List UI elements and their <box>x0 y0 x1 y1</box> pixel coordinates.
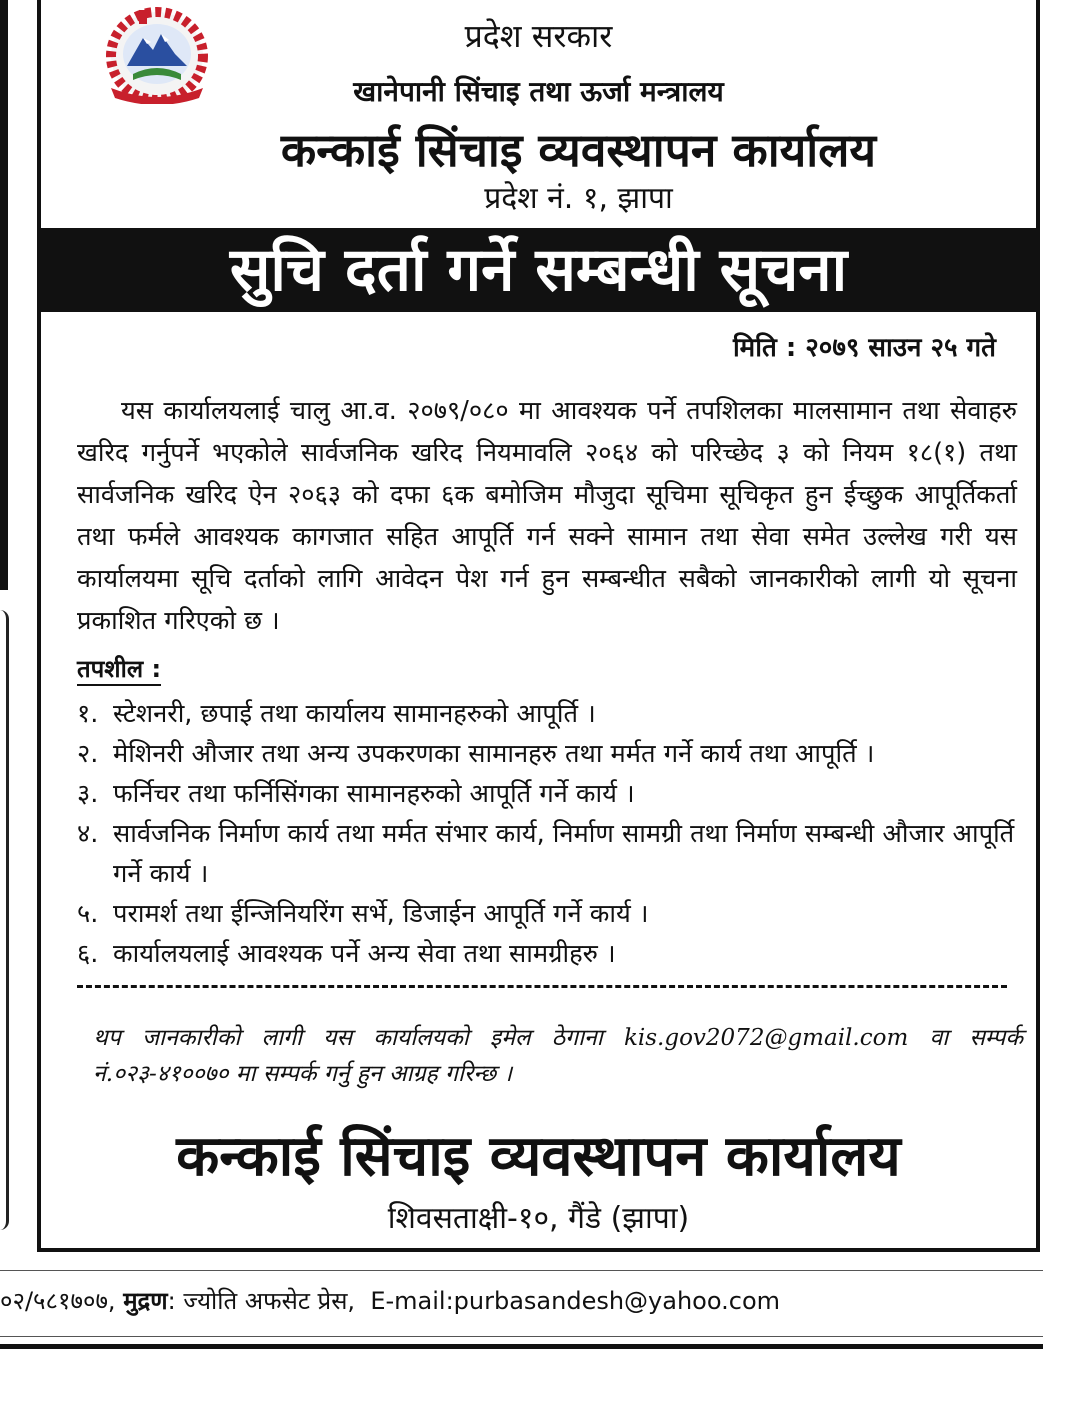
footer-office-name: कन्काई सिंचाइ व्यवस्थापन कार्यालय <box>176 1124 901 1189</box>
left-edge-bar <box>0 0 8 590</box>
notice-date: मिति : २०७९ साउन २५ गते <box>732 333 996 363</box>
footer-office-address: शिवसताक्षी-१०, गैंडे (झापा) <box>387 1201 690 1236</box>
list-item: ५. परामर्श तथा ईन्जिनियरिंग सर्भे, डिजाईन आपूर्ति गर्ने कार्य । <box>77 899 649 929</box>
list-item: १. स्टेशनरी, छपाई तथा कार्यालय सामानहरुको आपूर्ति । <box>77 699 596 729</box>
notice-body-paragraph: यस कार्यालयलाई चालु आ.व. २०७९/०८० मा आवश्यक पर्ने तपशिलका मालसामान तथा सेवाहरु खरिद गर्नुपर्ने भएकोले सार्वजनिक खरिद नियमावलि २०६४ को परिच्छेद ३ को नियम १८(१) तथा सार्वजनिक खरिद ऐन २०६३ को दफा ६क बमोजिम मौजुदा सूचिमा सूचिकृत हुन ईच्छुक आपूर्तिकर्ता तथा फर्मले आवश्यक कागजात सहित आपूर्ति गर्न सक्ने सामान तथा सेवा समेत उल्लेख गरी यस कार्यालयमा सूचि दर्ताको लागि आवेदन पेश गर्न हुन सम्बन्धीत सबैको जानकारीको लागी यो सूचना प्रकाशित गरिएको छ । <box>77 396 1017 636</box>
contact-note: थप जानकारीको लागी यस कार्यालयको इमेल ठेगाना kis.gov2072@gmail.com वा सम्पर्क नं.०२३-४१००७० मा सम्पर्क गर्नु हुन आग्रह गरिन्छ । <box>93 1025 1023 1087</box>
press-email: E-mail:purbasandesh@yahoo.com <box>370 1287 781 1315</box>
press-printer: : ज्योति अफसेट प्रेस, <box>167 1287 356 1315</box>
office-address: प्रदेश नं. १, झापा <box>484 181 673 216</box>
top-rule <box>0 1270 1043 1271</box>
list-item: ६. कार्यालयलाई आवश्यक पर्ने अन्य सेवा तथा सामग्रीहरु । <box>77 939 616 969</box>
notice-box <box>37 0 1040 1252</box>
list-item: २. मेशिनरी औजार तथा अन्य उपकरणका सामानहरु तथा मर्मत गर्ने कार्य तथा आपूर्ति । <box>77 739 875 769</box>
details-list <box>77 694 1027 974</box>
ministry-heading: खानेपानी सिंचाइ तथा ऊर्जा मन्त्रालय <box>353 75 724 108</box>
dashed-divider <box>77 985 1007 988</box>
office-heading: कन्काई सिंचाइ व्यवस्थापन कार्यालय <box>280 123 877 177</box>
notice-title-banner: सुचि दर्ता गर्ने सम्बन्धी सूचना <box>41 228 1036 312</box>
list-item: ४. सार्वजनिक निर्माण कार्य तथा मर्मत संभार कार्य, निर्माण सामग्री तथा निर्माण सम्बन्धी औजार आपूर्ति गर्ने कार्य । <box>77 819 1015 889</box>
bottom-rule-thick <box>0 1344 1043 1349</box>
bottom-rule-thin <box>0 1336 1043 1337</box>
press-print-label: मुद्रण <box>123 1287 168 1315</box>
government-heading: प्रदेश सरकार <box>464 17 613 55</box>
press-phone: ०२/५८१७०७, <box>0 1287 116 1315</box>
details-heading: तपशील : <box>77 654 161 686</box>
left-edge-frame <box>0 610 9 1230</box>
press-info-line <box>0 1284 780 1317</box>
list-item: ३. फर्निचर तथा फर्निसिंगका सामानहरुको आपूर्ति गर्ने कार्य । <box>77 779 635 809</box>
